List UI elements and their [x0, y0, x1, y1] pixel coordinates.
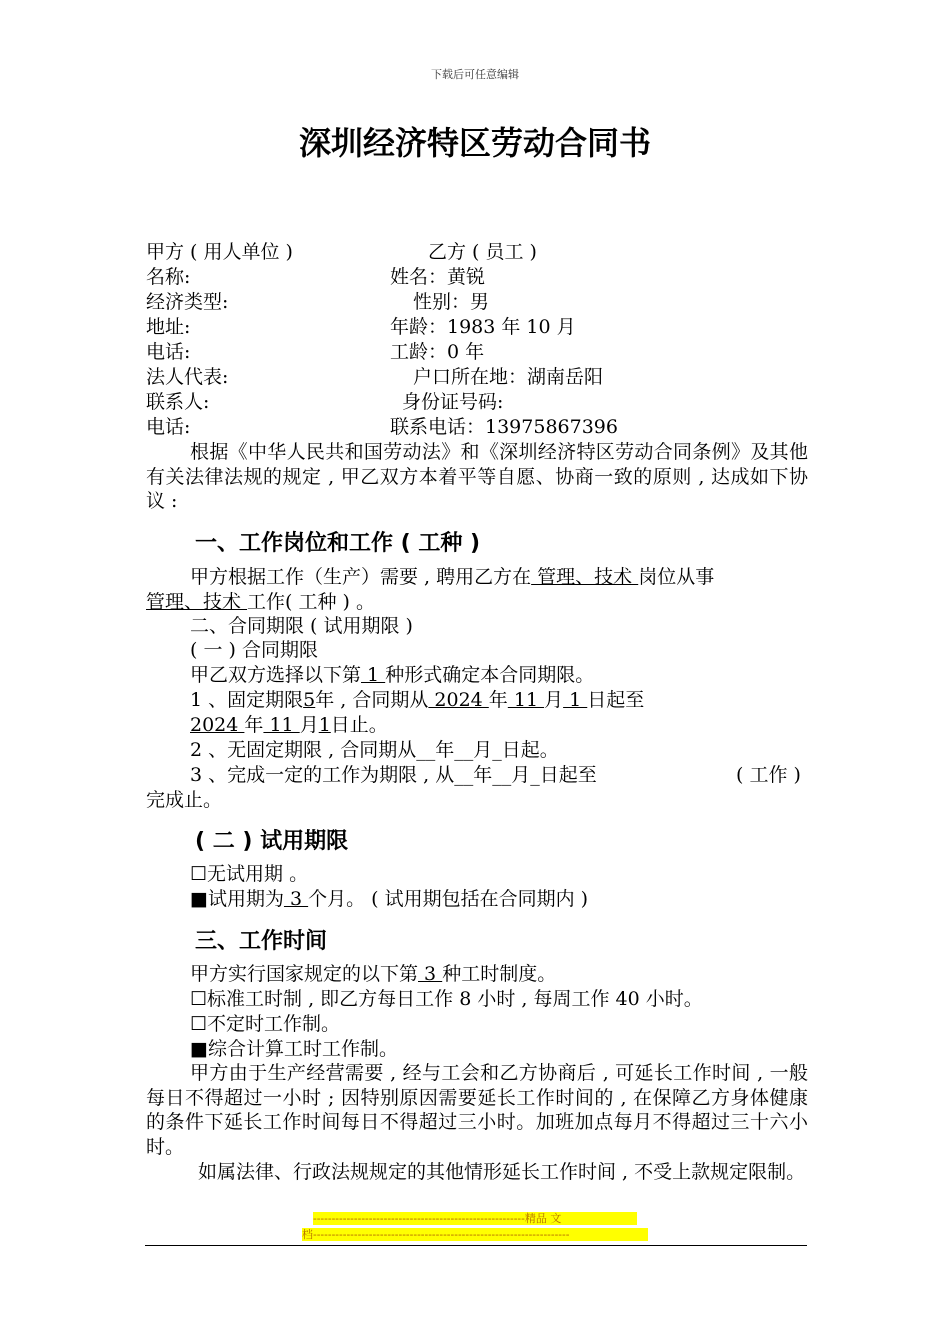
- section-heading: 三、工作时间: [195, 929, 328, 954]
- party-b-field: 身份证号码:: [402, 391, 504, 413]
- text: 种工时制度。: [442, 963, 557, 985]
- party-b-field: 工龄：0 年: [390, 341, 485, 363]
- party-b-field: 联系电话：13975867396: [390, 416, 618, 438]
- section3-line1: [190, 962, 556, 986]
- party-a-heading: 甲方 ( 用人单位 ): [146, 241, 293, 263]
- party-a-field: 地址:: [146, 316, 191, 338]
- years-value: 5: [303, 689, 316, 711]
- section-heading: 一、工作岗位和工作 ( 工种 ): [195, 531, 481, 556]
- header-note: 下载后可任意编辑: [431, 68, 519, 81]
- hours-system-number: 3: [418, 963, 443, 985]
- end-month: 11: [263, 714, 300, 736]
- section1-line2: [146, 590, 375, 614]
- start-year: 2024: [428, 689, 489, 711]
- footer-line1: ---------------------------------------------------------精品 文: [313, 1212, 637, 1225]
- section2-option3-work: ( 工作 ): [736, 764, 801, 786]
- probation-heading: ( 二 ) 试用期限: [195, 829, 349, 854]
- party-a-field: 联系人:: [146, 391, 210, 413]
- party-b-field: 性别：男: [413, 291, 490, 313]
- section1-line1: [190, 565, 714, 589]
- text: 甲乙双方选择以下第: [190, 664, 362, 686]
- section2-option3: 3 、完成一定的工作为期限 , 从__年__月_日起至: [190, 764, 597, 786]
- section2-sub1: ( 一 ) 合同期限: [190, 639, 318, 661]
- party-a-field: 法人代表:: [146, 366, 229, 388]
- start-month: 11: [507, 689, 545, 711]
- section2-heading: 二、合同期限 ( 试用期限 ): [190, 615, 413, 637]
- hours-option-standard: ☐标准工时制 , 即乙方每日工作 8 小时 , 每周工作 40 小时。: [190, 988, 703, 1010]
- text: 月: [544, 689, 564, 711]
- party-b-field: 年龄：1983 年 10 月: [390, 316, 576, 338]
- form-number: 1: [361, 664, 386, 686]
- party-a-field: 经济类型:: [146, 291, 229, 313]
- footer-line2: 档---------------------------------------------------------------------: [302, 1228, 648, 1241]
- footer-rule: [145, 1245, 807, 1246]
- intro-paragraph: 根据《中华人民共和国劳动法》和《深圳经济特区劳动合同条例》及其他有关法律法规的规定 , 甲乙双方本着平等自愿、协商一致的原则 , 达成如下协议 :: [146, 441, 808, 512]
- post-value: 管理、技术: [531, 566, 639, 588]
- section2-choose: [190, 663, 594, 687]
- exception-paragraph: 如属法律、行政法规规定的其他情形延长工作时间 , 不受上款规定限制。: [198, 1161, 806, 1183]
- text: 月: [299, 714, 319, 736]
- end-year: 2024: [190, 714, 245, 736]
- party-a-field: 名称:: [146, 266, 191, 288]
- hours-option-comprehensive: ■综合计算工时工作制。: [190, 1038, 398, 1060]
- start-day: 1: [563, 689, 588, 711]
- text: 工作( 工种 ) 。: [247, 591, 375, 613]
- text: 日止。: [330, 714, 388, 736]
- hours-option-flexible: ☐不定时工作制。: [190, 1013, 341, 1035]
- text: 1 、固定期限: [190, 689, 304, 711]
- overtime-paragraph: 甲方由于生产经营需要 , 经与工会和乙方协商后 , 可延长工作时间 , 一般每日不得超过一小时 ; 因特别原因需要延长工作时间的 , 在保障乙方身体健康的条件下延长工作时间每日不得超过三小时。加班加点每月不得超过三十六小时。: [146, 1062, 808, 1158]
- section2-option2: 2 、无固定期限 , 合同期从__年__月_日起。: [190, 739, 559, 761]
- probation-option: [190, 887, 588, 911]
- party-b-field: 户口所在地：湖南岳阳: [413, 366, 604, 388]
- text: ■试用期为: [190, 888, 284, 910]
- text: 甲方根据工作（生产）需要 , 聘用乙方在: [190, 566, 532, 588]
- section2-option1: [190, 688, 644, 712]
- party-b-heading: 乙方 ( 员工 ): [428, 241, 537, 263]
- section2-option1-end: [190, 713, 388, 737]
- party-a-field: 电话:: [146, 416, 191, 438]
- probation-months: 3: [283, 888, 309, 910]
- text: 甲方实行国家规定的以下第: [190, 963, 419, 985]
- text: 年 , 合同期从: [315, 689, 429, 711]
- document-title: 深圳经济特区劳动合同书: [298, 124, 651, 162]
- text: 种形式确定本合同期限。: [385, 664, 595, 686]
- text: 岗位从事: [638, 566, 715, 588]
- text: 个月。 ( 试用期包括在合同期内 ): [308, 888, 589, 910]
- text: 日起至: [587, 689, 645, 711]
- party-a-field: 电话:: [146, 341, 191, 363]
- end-day: 1: [318, 714, 331, 736]
- text: 年: [244, 714, 264, 736]
- party-b-field: 姓名：黄锐: [390, 266, 486, 288]
- text: 年: [488, 689, 508, 711]
- section2-option3-end: 完成止。: [146, 789, 223, 811]
- work-value: 管理、技术: [146, 591, 248, 613]
- no-probation-option: ☐无试用期 。: [190, 863, 309, 885]
